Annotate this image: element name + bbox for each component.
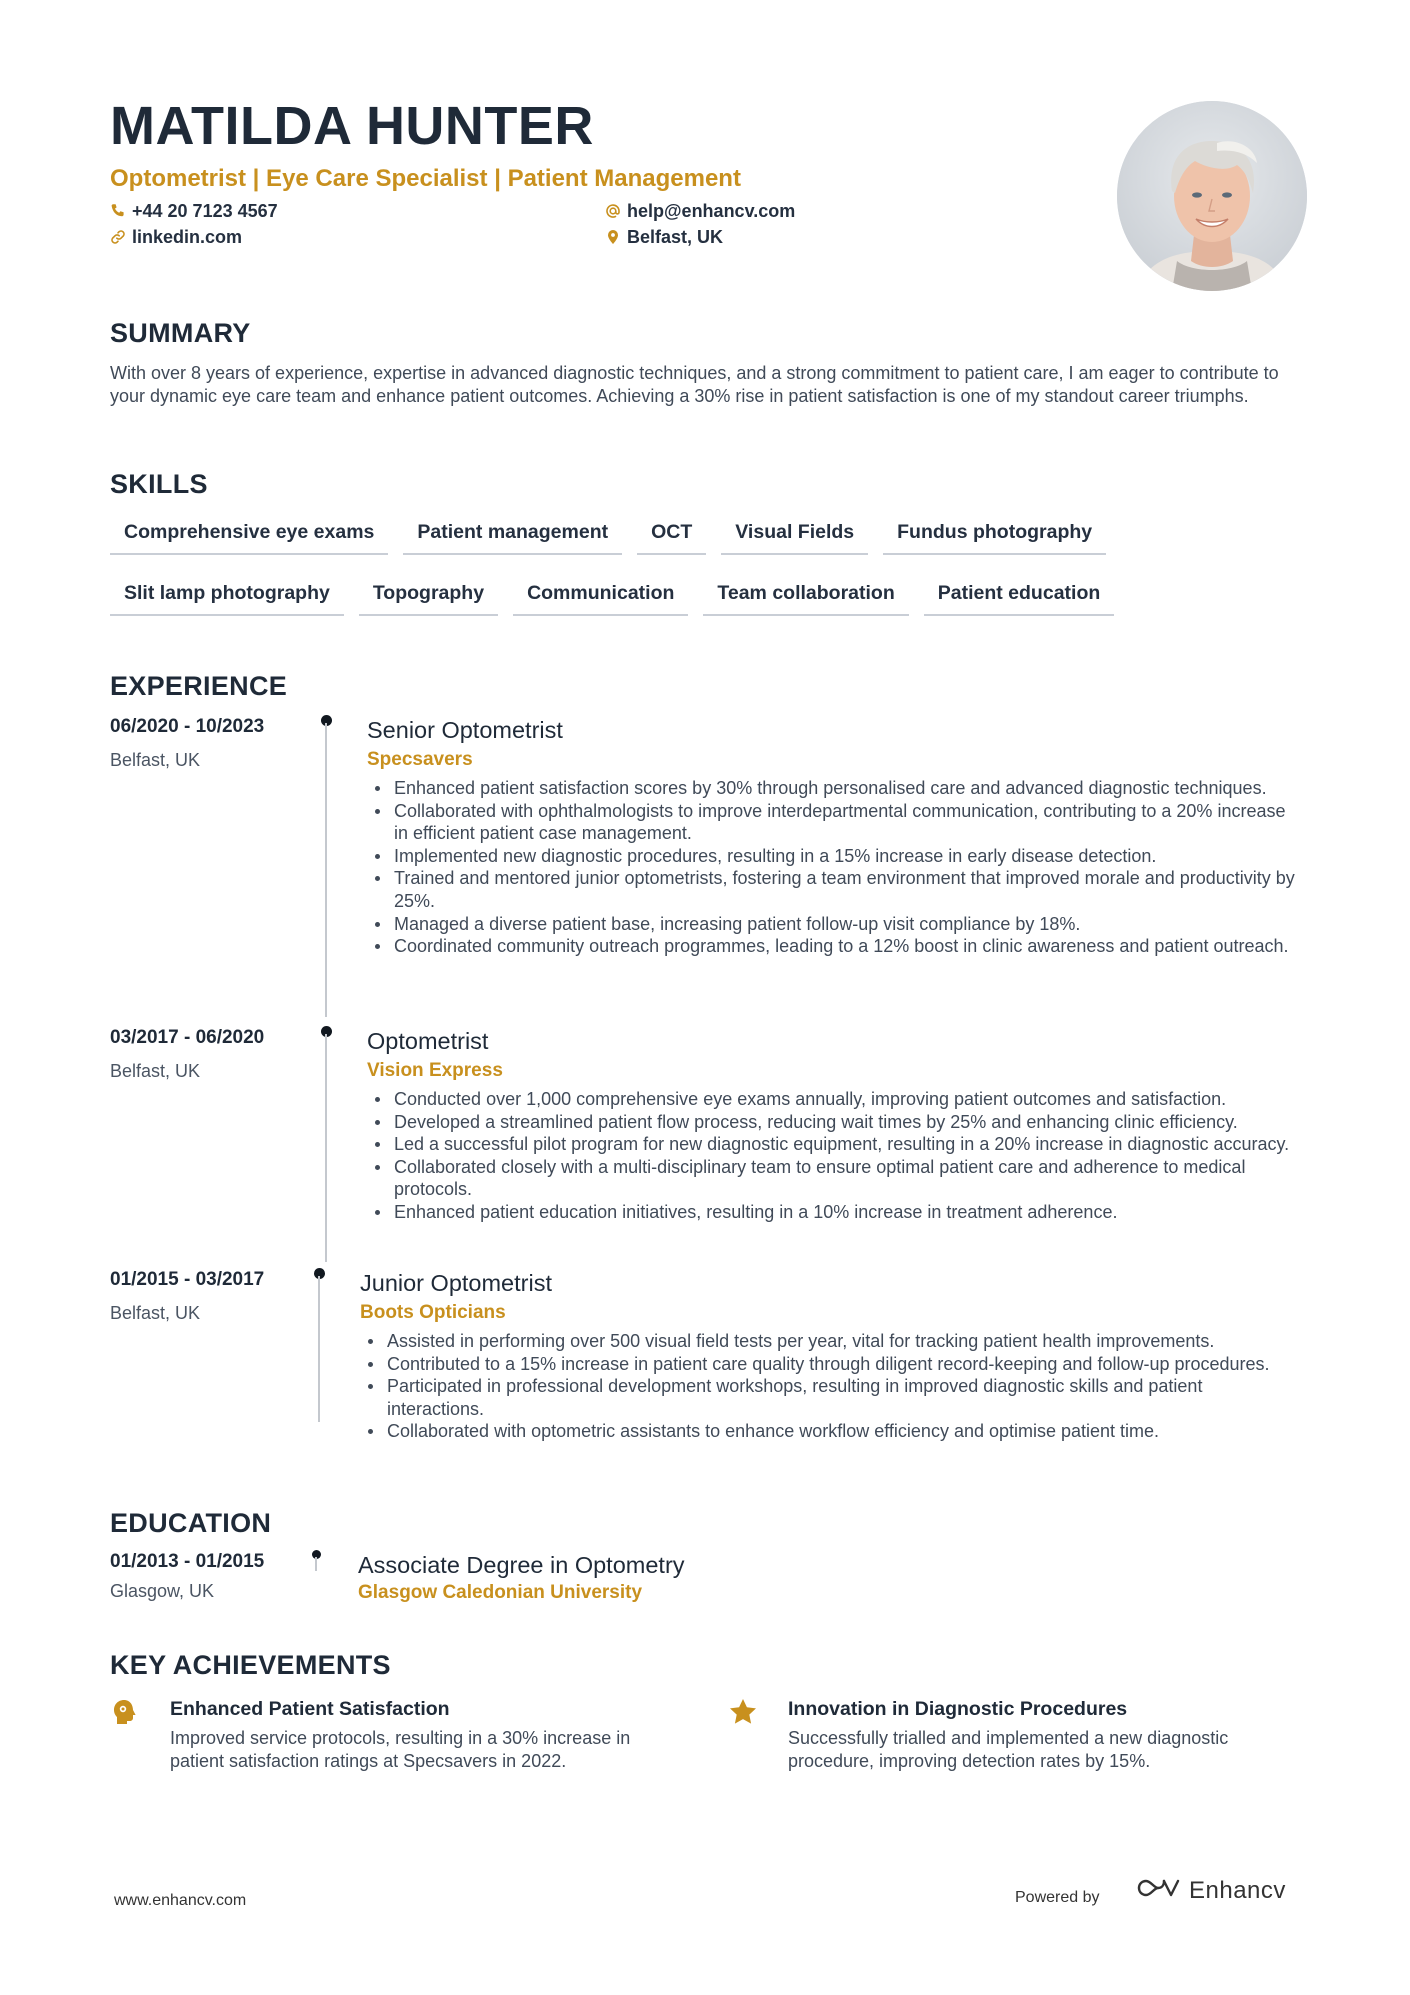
experience-meta: [110, 1268, 310, 1324]
experience-entry: [110, 1268, 1320, 1468]
header: [110, 96, 1110, 248]
brand-name: Enhancv: [1189, 1876, 1286, 1904]
achievement-title: Enhanced Patient Satisfaction: [170, 1698, 450, 1720]
contact-location: [605, 226, 1005, 248]
contact-email[interactable]: [605, 200, 1005, 222]
experience-location: Belfast, UK: [110, 750, 201, 770]
contact-list: [110, 200, 1110, 248]
education-degree: Associate Degree in Optometry: [358, 1552, 685, 1578]
bullet-item: Developed a streamlined patient flow process, reducing wait times by 25% and enhancing clinic efficiency.: [367, 1111, 1297, 1134]
skill-tag: Team collaboration: [703, 577, 908, 616]
bullet-item: Trained and mentored junior optometrists, fostering a team environment that improved morale and productivity by 25%.: [367, 867, 1297, 912]
bullet-item: Collaborated with optometric assistants to enhance workflow efficiency and optimise patient time.: [360, 1420, 1290, 1443]
experience-dates: 03/2017 - 06/2020: [110, 1027, 265, 1048]
phone-text: +44 20 7123 4567: [132, 200, 278, 221]
skill-tag: OCT: [637, 516, 706, 555]
brand-logo[interactable]: [1135, 1876, 1286, 1905]
skill-tag: Topography: [359, 577, 498, 616]
experience-meta: [110, 1026, 310, 1082]
experience-dates: 06/2020 - 10/2023: [110, 716, 265, 737]
education-heading: EDUCATION: [110, 1508, 272, 1538]
skill-tag: Patient education: [924, 577, 1115, 616]
phone-icon: [110, 202, 132, 220]
bullet-item: Enhanced patient satisfaction scores by 30% through personalised care and advanced diagnostic techniques.: [367, 777, 1297, 800]
powered-by-label: Powered by: [1015, 1889, 1100, 1906]
experience-company: Specsavers: [367, 749, 473, 770]
experience-body: [360, 1268, 1290, 1443]
experience-bullets: [367, 1088, 1297, 1224]
headline: Optometrist | Eye Care Specialist | Patient Management: [110, 165, 741, 192]
avatar: [1117, 101, 1307, 291]
enhancv-logo-icon: [1135, 1876, 1181, 1905]
experience-role: Junior Optometrist: [360, 1270, 552, 1296]
experience-entry: [110, 715, 1320, 1015]
skill-tag: Fundus photography: [883, 516, 1106, 555]
link-icon: [110, 228, 132, 246]
location-text: Belfast, UK: [627, 226, 724, 247]
bullet-item: Contributed to a 15% increase in patient care quality through diligent record-keeping and follow-up procedures.: [360, 1353, 1290, 1376]
bullet-item: Collaborated closely with a multi-disciplinary team to ensure optimal patient care and adherence to medical protocols.: [367, 1156, 1297, 1201]
education-meta: [110, 1550, 310, 1602]
summary-text: With over 8 years of experience, expertise in advanced diagnostic techniques, and a strong commitment to patient care, I am eager to contribute to your dynamic eye care team and enhance patient outcomes. Achieving a 30% rise in patient satisfaction is one of my standout career triumphs.: [110, 363, 1279, 406]
linkedin-link[interactable]: linkedin.com: [132, 226, 243, 247]
summary-heading: SUMMARY: [110, 318, 251, 348]
achievement-desc: Successfully trialled and implemented a new diagnostic procedure, improving detection rates by 15%.: [788, 1728, 1229, 1771]
education-dates: 01/2013 - 01/2015: [110, 1551, 265, 1572]
bullet-item: Enhanced patient education initiatives, resulting in a 10% increase in treatment adherence.: [367, 1201, 1297, 1224]
at-icon: [605, 202, 627, 220]
experience-location: Belfast, UK: [110, 1061, 201, 1081]
skill-tag: Patient management: [403, 516, 622, 555]
email-link[interactable]: help@enhancv.com: [627, 200, 796, 221]
experience-dates: 01/2015 - 03/2017: [110, 1269, 265, 1290]
candidate-name: MATILDA HUNTER: [110, 96, 594, 156]
bullet-item: Collaborated with ophthalmologists to improve interdepartmental communication, contributing to a 20% increase in efficient patient case management.: [367, 800, 1297, 845]
bullet-item: Assisted in performing over 500 visual field tests per year, vital for tracking patient health improvements.: [360, 1330, 1290, 1353]
star-icon: [728, 1697, 758, 1727]
bullet-item: Participated in professional development workshops, resulting in improved diagnostic skills and patient interactions.: [360, 1375, 1290, 1420]
achievements-heading: KEY ACHIEVEMENTS: [110, 1650, 391, 1680]
timeline-line: [315, 1557, 317, 1571]
experience-role: Senior Optometrist: [367, 717, 563, 743]
skill-tag: Slit lamp photography: [110, 577, 344, 616]
location-pin-icon: [605, 228, 627, 246]
achievement-title: Innovation in Diagnostic Procedures: [788, 1698, 1128, 1720]
skill-tag: Visual Fields: [721, 516, 868, 555]
experience-company: Vision Express: [367, 1060, 503, 1081]
timeline-line: [325, 723, 327, 1017]
experience-bullets: [367, 777, 1297, 958]
experience-location: Belfast, UK: [110, 1303, 201, 1323]
bullet-item: Conducted over 1,000 comprehensive eye exams annually, improving patient outcomes and satisfaction.: [367, 1088, 1297, 1111]
bullet-item: Managed a diverse patient base, increasing patient follow-up visit compliance by 18%.: [367, 913, 1297, 936]
education-location: Glasgow, UK: [110, 1581, 215, 1601]
contact-phone: [110, 200, 605, 222]
footer-url[interactable]: www.enhancv.com: [114, 1892, 247, 1909]
experience-bullets: [360, 1330, 1290, 1443]
bullet-item: Implemented new diagnostic procedures, resulting in a 15% increase in early disease detection.: [367, 845, 1297, 868]
education-school: Glasgow Caledonian University: [358, 1582, 643, 1603]
education-entry: [110, 1550, 1320, 1610]
experience-body: [367, 715, 1297, 958]
bullet-item: Coordinated community outreach programmes, leading to a 12% boost in clinic awareness and patient outreach.: [367, 935, 1297, 958]
experience-heading: EXPERIENCE: [110, 671, 288, 701]
skills-list: [110, 516, 1210, 638]
skills-row: [110, 577, 1210, 616]
skill-tag: Communication: [513, 577, 688, 616]
experience-company: Boots Opticians: [360, 1302, 506, 1323]
skills-row: [110, 516, 1210, 555]
experience-role: Optometrist: [367, 1028, 489, 1054]
contact-linkedin[interactable]: [110, 226, 605, 248]
education-body: [358, 1550, 1288, 1604]
experience-body: [367, 1026, 1297, 1224]
bullet-item: Led a successful pilot program for new diagnostic equipment, resulting in a 20% increase in diagnostic accuracy.: [367, 1133, 1297, 1156]
timeline-line: [318, 1276, 320, 1422]
experience-meta: [110, 715, 310, 771]
skill-tag: Comprehensive eye exams: [110, 516, 388, 555]
experience-entry: [110, 1026, 1320, 1266]
skills-heading: SKILLS: [110, 469, 208, 499]
head-icon: [110, 1697, 140, 1727]
timeline-line: [325, 1034, 327, 1262]
achievement-desc: Improved service protocols, resulting in a 30% increase in patient satisfaction ratings at Specsavers in 2022.: [170, 1728, 631, 1771]
